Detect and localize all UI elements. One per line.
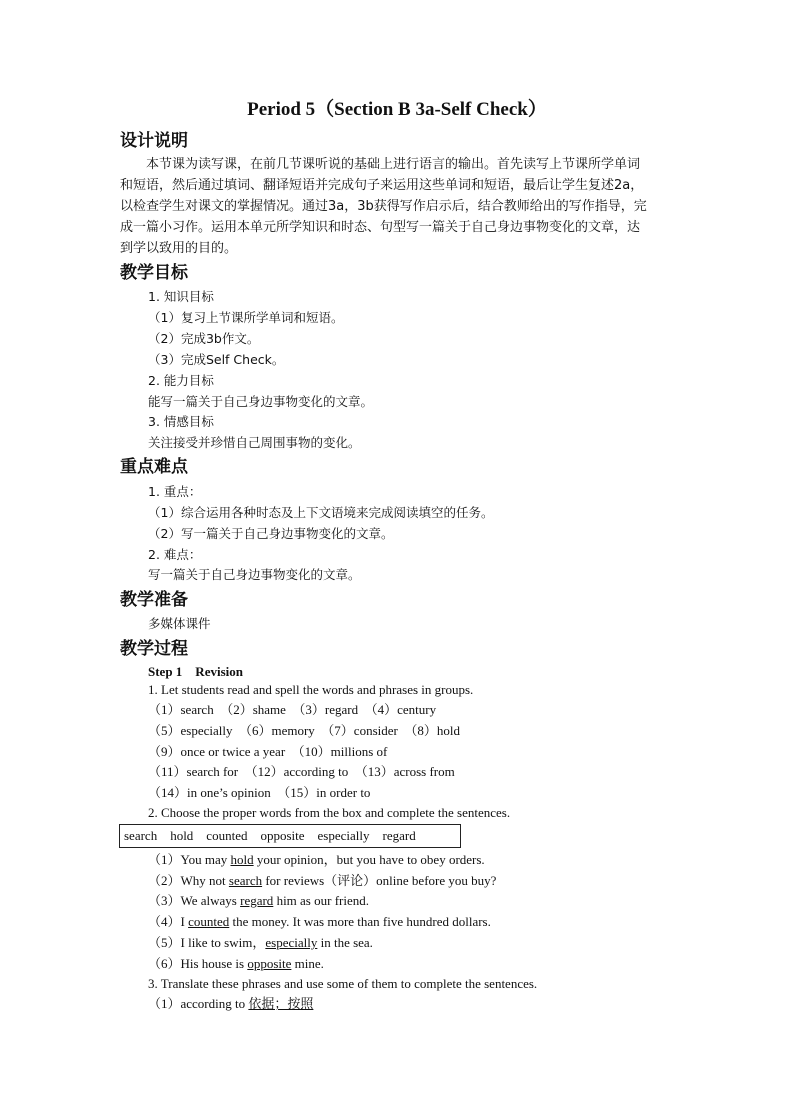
design-paragraph (120, 154, 680, 259)
prep-heading: 教学准备 (120, 590, 188, 610)
process-heading: 教学过程 (120, 639, 188, 659)
answer-blank: regard (240, 893, 274, 908)
prep-text: 多媒体课件 (148, 616, 211, 631)
word-list-row: （11）search for （12）according to （13）across from (148, 764, 455, 779)
knowledge-goal-2: （2）完成3b作文。 (148, 331, 260, 346)
design-line-5: 到学以致用的目的。 (120, 241, 238, 256)
task2-instruction: 2. Choose the proper words from the box and complete the sentences. (148, 805, 511, 820)
goals-heading: 教学目标 (120, 263, 188, 283)
design-heading: 设计说明 (120, 131, 188, 151)
difficulty-1: 写一篇关于自己身边事物变化的文章。 (148, 567, 361, 582)
emotion-goal-title: 3. 情感目标 (148, 414, 214, 429)
task1-instruction: 1. Let students read and spell the words and phrases in groups. (148, 682, 474, 697)
sentence-4: （4）I counted the money. It was more than five hundred dollars. (148, 914, 491, 929)
design-line-1: 本节课为读写课，在前几节课听说的基础上进行语言的输出。首先读写上节课所学单词 (146, 157, 641, 172)
word-list-row: （1）search （2）shame （3）regard （4）century (148, 702, 437, 717)
design-line-3: 以检查学生对课文的掌握情况。通过3a，3b获得写作启示后，结合教师给出的写作指导，完 (120, 199, 647, 214)
difficulty-title: 2. 难点： (148, 547, 202, 562)
ability-goal-1: 能写一篇关于自己身边事物变化的文章。 (148, 394, 374, 409)
emotion-goal-1: 关注接受并珍惜自己周围事物的变化。 (148, 435, 361, 450)
keypoint-1: （1）综合运用各种时态及上下文语境来完成阅读填空的任务。 (148, 505, 494, 520)
word-list-row: （9）once or twice a year （10）millions of (148, 744, 388, 759)
translation-1: （1）according to 依据；按照 (148, 996, 314, 1012)
knowledge-goal-3: （3）完成Self Check。 (148, 352, 285, 367)
answer-blank: hold (230, 852, 254, 867)
answer-blank: especially (265, 935, 318, 950)
sentence-3: （3）We always regard him as our friend. (148, 893, 369, 908)
answer-blank: 依据；按照 (248, 997, 314, 1012)
knowledge-goal-1: （1）复习上节课所学单词和短语。 (148, 310, 344, 325)
sentence-2: （2）Why not search for reviews（评论）online before you buy? (148, 873, 497, 888)
word-list-row: （5）especially （6）memory （7）consider （8）hold (148, 723, 460, 738)
sentence-6: （6）His house is opposite mine. (148, 956, 324, 971)
keypoint-title: 1. 重点： (148, 484, 202, 499)
design-line-4: 成一篇小习作。运用本单元所学知识和时态、句型写一篇关于自己身边事物变化的文章，达 (120, 220, 641, 235)
ability-goal-title: 2. 能力目标 (148, 373, 214, 388)
step1-title: Step 1 Revision (148, 664, 243, 679)
word-box: search hold counted opposite especially regard (119, 824, 461, 848)
answer-blank: search (228, 873, 263, 888)
answer-blank: counted (188, 914, 230, 929)
knowledge-goal-title: 1. 知识目标 (148, 289, 214, 304)
keypoints-heading: 重点难点 (120, 457, 188, 477)
answer-blank: opposite (247, 956, 292, 971)
task3-instruction: 3. Translate these phrases and use some of them to complete the sentences. (148, 976, 538, 991)
sentence-1: （1）You may hold your opinion，but you have to obey orders. (148, 852, 485, 867)
design-line-2: 和短语，然后通过填词、翻译短语并完成句子来运用这些单词和短语，最后让学生复述2a， (120, 178, 644, 193)
page-title: Period 5（Section B 3a-Self Check） (247, 99, 547, 120)
word-list-row: （14）in one’s opinion （15）in order to (148, 785, 371, 800)
sentence-5: （5）I like to swim，especially in the sea. (148, 935, 373, 950)
keypoint-2: （2）写一篇关于自己身边事物变化的文章。 (148, 526, 394, 541)
